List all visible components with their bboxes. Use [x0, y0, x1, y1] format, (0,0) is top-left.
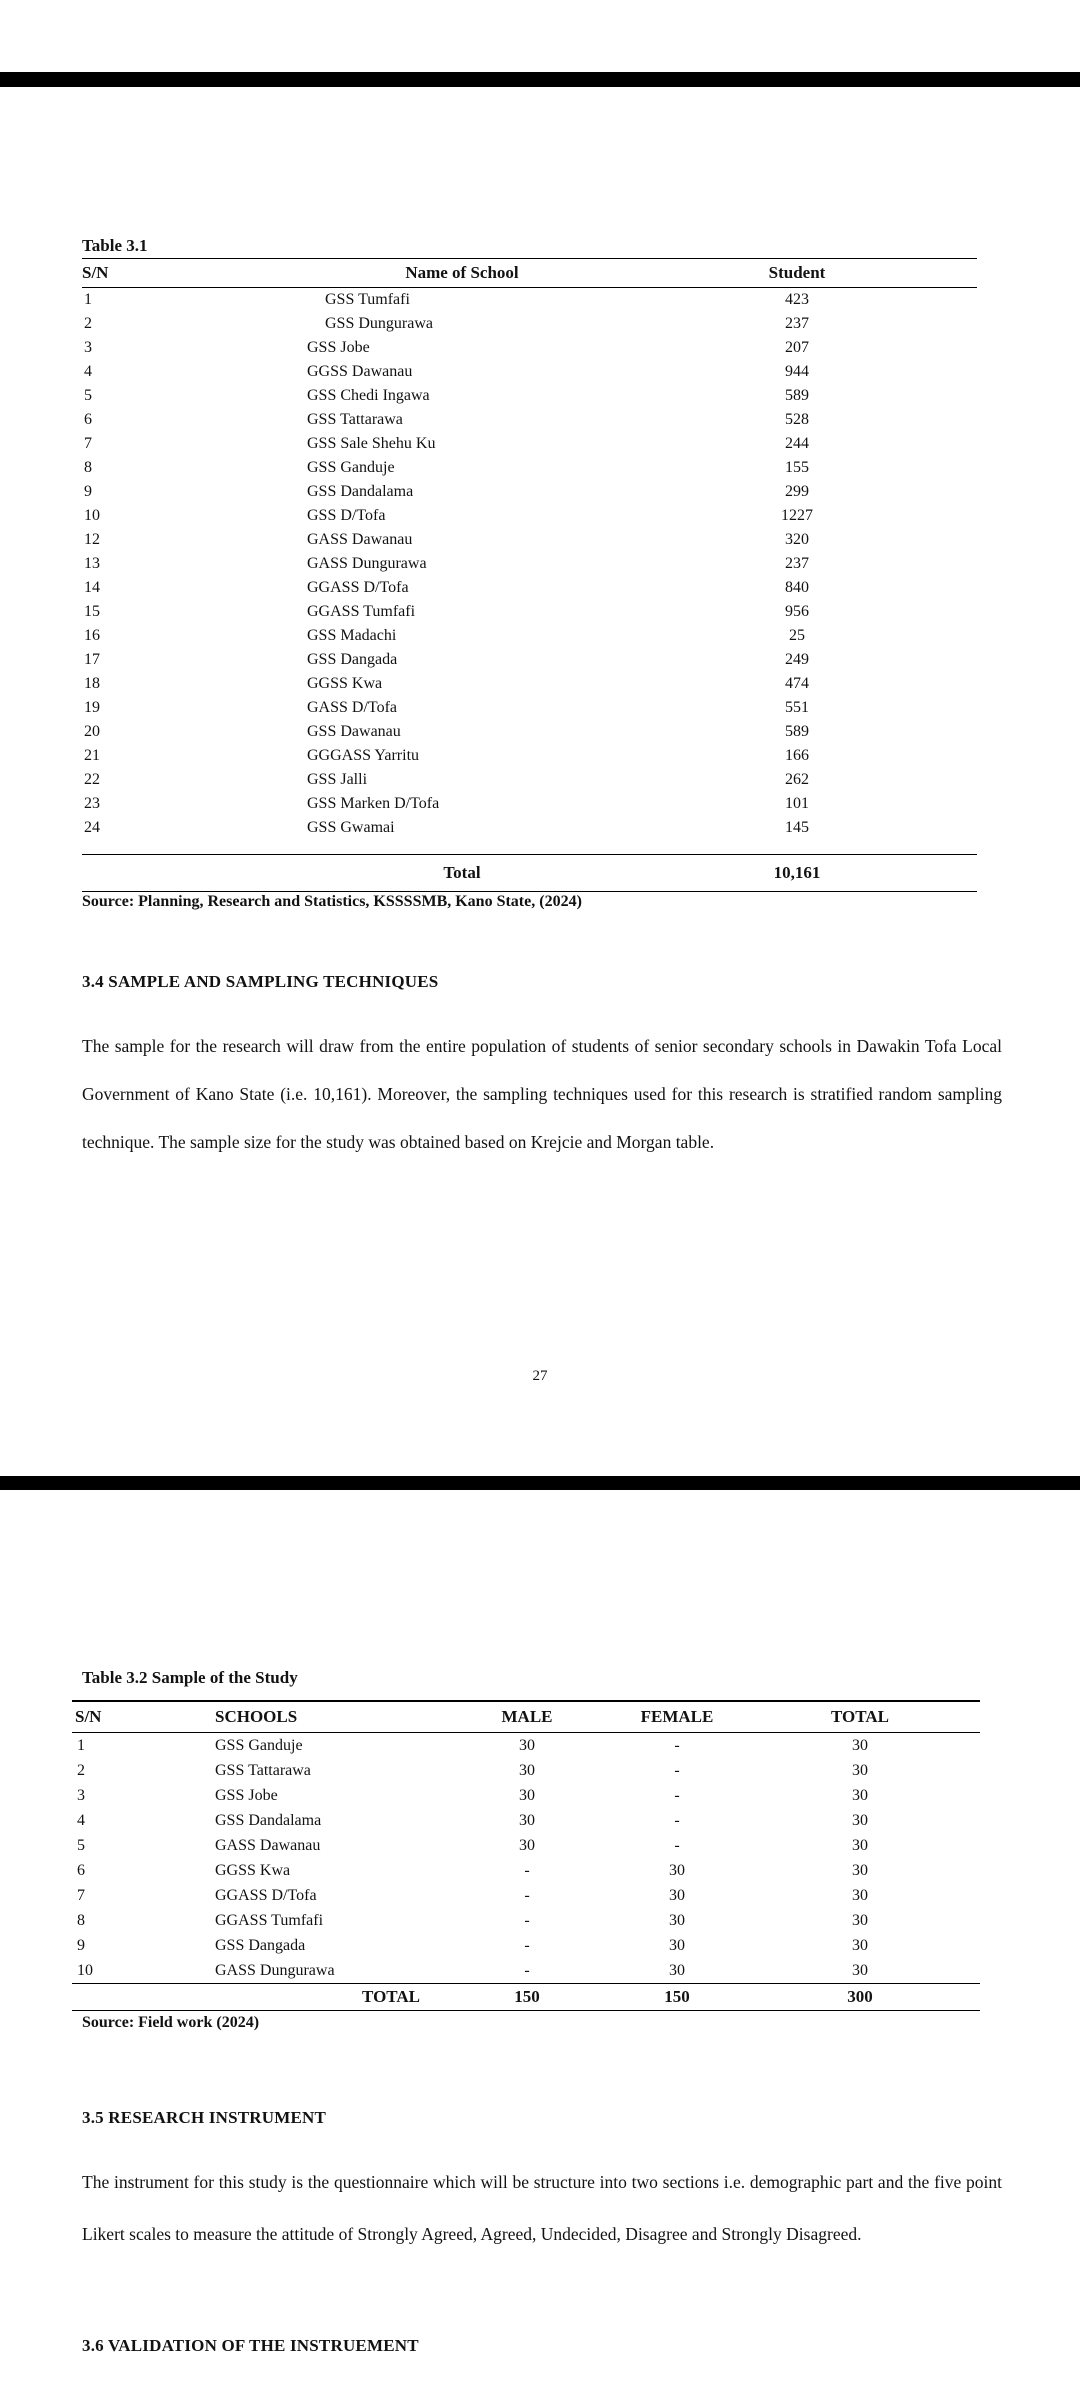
cell-sn: 16: [84, 627, 100, 644]
cell-sn: 15: [84, 603, 100, 620]
cell-student-count: 262: [785, 771, 809, 788]
cell-school: GSS Tattarawa: [215, 1761, 311, 1779]
cell-sn: 3: [84, 339, 92, 356]
cell-student-count: 528: [785, 411, 809, 428]
cell-sn: 13: [84, 555, 100, 572]
cell-sn: 23: [84, 795, 100, 812]
cell-male: 30: [519, 1836, 535, 1854]
cell-female: 30: [669, 1936, 685, 1954]
cell-sn: 8: [77, 1911, 85, 1929]
table-row: [82, 600, 977, 624]
table-row: [82, 720, 977, 744]
cell-sn: 7: [84, 435, 92, 452]
cell-school-name: GSS Gwamai: [307, 819, 395, 836]
total-label: Total: [307, 855, 617, 892]
table-row: [82, 504, 977, 528]
table-3-2-total-row: [72, 1984, 980, 2011]
cell-sn: 6: [77, 1861, 85, 1879]
cell-student-count: 944: [785, 363, 809, 380]
cell-sn: 1: [77, 1736, 85, 1754]
cell-school: GSS Dangada: [215, 1936, 306, 1954]
cell-school-name: GASS Dawanau: [307, 531, 413, 548]
cell-sn: 8: [84, 459, 92, 476]
cell-sn: 14: [84, 579, 100, 596]
table-row: [72, 1858, 980, 1883]
table-row: [82, 360, 977, 384]
cell-male: -: [524, 1861, 530, 1879]
table-3-2-header-row: [72, 1701, 980, 1733]
cell-school-name: GSS Ganduje: [307, 459, 395, 476]
cell-school: GSS Dandalama: [215, 1811, 322, 1829]
table-row: [82, 672, 977, 696]
cell-school-name: GSS D/Tofa: [307, 507, 386, 524]
page-break-bar-top: [0, 72, 1080, 87]
cell-student-count: 244: [785, 435, 809, 452]
cell-student-count: 249: [785, 651, 809, 668]
cell-total: 30: [852, 1961, 868, 1979]
table-3-2-title: Table 3.2 Sample of the Study: [82, 1668, 298, 1687]
cell-student-count: 101: [785, 795, 809, 812]
table-row: [82, 312, 977, 336]
table-row: [82, 384, 977, 408]
column-header-total: TOTAL: [740, 1701, 980, 1733]
table-row: [82, 576, 977, 600]
column-header-sn: S/N: [72, 1701, 212, 1733]
table-row: [72, 1958, 980, 1984]
cell-school: GASS Dungurawa: [215, 1961, 335, 1979]
table-row: [82, 528, 977, 552]
cell-sn: 9: [77, 1936, 85, 1954]
cell-sn: 21: [84, 747, 100, 764]
page-break-bar-middle: [0, 1476, 1080, 1490]
cell-sn: 22: [84, 771, 100, 788]
cell-school-name: GGSS Dawanau: [307, 363, 413, 380]
cell-male: -: [524, 1886, 530, 1904]
cell-school: GGSS Kwa: [215, 1861, 291, 1879]
cell-student-count: 166: [785, 747, 809, 764]
table-row: [72, 1758, 980, 1783]
cell-male: 30: [519, 1811, 535, 1829]
cell-female: 30: [669, 1911, 685, 1929]
cell-sn: 18: [84, 675, 100, 692]
section-heading-3-4: 3.4 SAMPLE AND SAMPLING TECHNIQUES: [82, 972, 439, 991]
cell-school-name: GSS Marken D/Tofa: [307, 795, 440, 812]
cell-school-name: GGASS D/Tofa: [307, 579, 409, 596]
table-row: [72, 1933, 980, 1958]
cell-school-name: GSS Jalli: [307, 771, 368, 788]
table-row: [82, 744, 977, 768]
cell-school-name: GSS Dandalama: [307, 483, 414, 500]
section-heading-3-6: 3.6 VALIDATION OF THE INSTRUEMENT: [82, 2336, 419, 2355]
table-row: [82, 768, 977, 792]
cell-school: GGASS D/Tofa: [215, 1886, 317, 1904]
cell-school-name: GSS Dungurawa: [325, 315, 433, 332]
cell-student-count: 299: [785, 483, 809, 500]
table-3-2-source: Source: Field work (2024): [82, 2014, 260, 2031]
cell-sn: 3: [77, 1786, 85, 1804]
cell-sn: 1: [84, 291, 92, 308]
cell-male: 30: [519, 1761, 535, 1779]
page-number: 27: [532, 1368, 548, 1384]
cell-total: 30: [852, 1936, 868, 1954]
cell-school-name: GSS Dangada: [307, 651, 398, 668]
total-label: TOTAL: [212, 1984, 440, 2011]
cell-male: -: [524, 1961, 530, 1979]
cell-sn: 6: [84, 411, 92, 428]
cell-student-count: 956: [785, 603, 809, 620]
table-row: [82, 624, 977, 648]
table-row: [82, 480, 977, 504]
table-row: [72, 1733, 980, 1759]
column-header-schools: SCHOOLS: [212, 1701, 440, 1733]
cell-student-count: 551: [785, 699, 809, 716]
cell-sn: 7: [77, 1886, 85, 1904]
cell-school-name: GSS Sale Shehu Ku: [307, 435, 436, 452]
table-3-2: [72, 1700, 980, 2011]
cell-total: 30: [852, 1736, 868, 1754]
cell-student-count: 145: [785, 819, 809, 836]
cell-school-name: GASS Dungurawa: [307, 555, 427, 572]
cell-school: GSS Jobe: [215, 1786, 278, 1804]
cell-sn: 20: [84, 723, 100, 740]
cell-sn: 2: [84, 315, 92, 332]
total-value: 10,161: [617, 855, 977, 892]
cell-sn: 17: [84, 651, 100, 668]
table-row: [82, 408, 977, 432]
cell-student-count: 423: [785, 291, 809, 308]
cell-male: -: [524, 1936, 530, 1954]
cell-school-name: GSS Madachi: [307, 627, 397, 644]
cell-student-count: 207: [785, 339, 809, 356]
table-row: [72, 1833, 980, 1858]
table-row: [82, 552, 977, 576]
cell-school-name: GGGASS Yarritu: [307, 747, 420, 764]
cell-student-count: 589: [785, 387, 809, 404]
cell-male: 30: [519, 1786, 535, 1804]
table-row: [82, 792, 977, 816]
cell-student-count: 840: [785, 579, 809, 596]
cell-total: 30: [852, 1786, 868, 1804]
total-total: 300: [740, 1984, 980, 2011]
cell-school-name: GSS Dawanau: [307, 723, 401, 740]
cell-female: -: [674, 1736, 680, 1754]
table-row: [82, 288, 977, 313]
table-row: [72, 1883, 980, 1908]
cell-male: 30: [519, 1736, 535, 1754]
table-3-1: [82, 258, 977, 892]
table-row: [72, 1783, 980, 1808]
paragraph-sample-techniques: The sample for the research will draw from the entire population of students of senior secondary schools in Dawakin Tofa Local Government of Kano State (i.e. 10,161). Moreover, the sampling techniques used for this research is stratified random sampling technique. The sample size for the study was obtained based on Krejcie and Morgan table.: [82, 1036, 1002, 1152]
table-row: [82, 696, 977, 720]
cell-male: -: [524, 1911, 530, 1929]
table-3-1-total-row: [82, 855, 977, 892]
table-3-1-title: Table 3.1: [82, 236, 148, 255]
total-female: 150: [614, 1984, 740, 2011]
cell-school-name: GSS Tumfafi: [325, 291, 410, 308]
cell-sn: 4: [77, 1811, 85, 1829]
cell-female: -: [674, 1811, 680, 1829]
cell-student-count: 237: [785, 315, 809, 332]
cell-female: 30: [669, 1861, 685, 1879]
cell-school: GSS Ganduje: [215, 1736, 303, 1754]
cell-student-count: 1227: [781, 507, 813, 524]
table-row: [82, 336, 977, 360]
table-row: [72, 1808, 980, 1833]
cell-school-name: GSS Jobe: [307, 339, 370, 356]
cell-female: -: [674, 1836, 680, 1854]
cell-sn: 24: [84, 819, 100, 836]
cell-female: 30: [669, 1886, 685, 1904]
cell-school-name: GGSS Kwa: [307, 675, 383, 692]
cell-school: GGASS Tumfafi: [215, 1911, 324, 1929]
cell-total: 30: [852, 1761, 868, 1779]
cell-female: -: [674, 1786, 680, 1804]
cell-sn: 19: [84, 699, 100, 716]
table-row: [82, 816, 977, 855]
cell-total: 30: [852, 1861, 868, 1879]
cell-sn: 10: [84, 507, 100, 524]
cell-student-count: 237: [785, 555, 809, 572]
cell-student-count: 25: [789, 627, 805, 644]
column-header-student: Student: [617, 259, 977, 288]
cell-total: 30: [852, 1911, 868, 1929]
table-3-1-source: Source: Planning, Research and Statistics, KSSSSMB, Kano State, (2024): [82, 893, 582, 910]
table-row: [82, 456, 977, 480]
column-header-name-of-school: Name of School: [307, 259, 617, 288]
table-row: [82, 432, 977, 456]
column-header-male: MALE: [440, 1701, 614, 1733]
cell-total: 30: [852, 1886, 868, 1904]
cell-total: 30: [852, 1836, 868, 1854]
cell-sn: 5: [77, 1836, 85, 1854]
cell-female: 30: [669, 1961, 685, 1979]
cell-sn: 9: [84, 483, 92, 500]
cell-sn: 5: [84, 387, 92, 404]
cell-student-count: 155: [785, 459, 809, 476]
cell-school-name: GSS Tattarawa: [307, 411, 403, 428]
column-header-female: FEMALE: [614, 1701, 740, 1733]
cell-total: 30: [852, 1811, 868, 1829]
cell-school-name: GASS D/Tofa: [307, 699, 397, 716]
section-heading-3-5: 3.5 RESEARCH INSTRUMENT: [82, 2108, 327, 2127]
cell-sn: 10: [77, 1961, 93, 1979]
paragraph-research-instrument: The instrument for this study is the questionnaire which will be structure into two sections i.e. demographic part and the five point Likert scales to measure the attitude of Strongly Agreed, Agreed, Undecided, Disagree and Strongly Disagreed.: [82, 2172, 1002, 2244]
cell-female: -: [674, 1761, 680, 1779]
total-male: 150: [440, 1984, 614, 2011]
cell-sn: 12: [84, 531, 100, 548]
cell-school-name: GGASS Tumfafi: [307, 603, 416, 620]
cell-student-count: 474: [785, 675, 809, 692]
cell-sn: 4: [84, 363, 92, 380]
cell-student-count: 589: [785, 723, 809, 740]
cell-student-count: 320: [785, 531, 809, 548]
cell-school: GASS Dawanau: [215, 1836, 321, 1854]
column-header-sn: S/N: [82, 259, 307, 288]
table-row: [82, 648, 977, 672]
cell-sn: 2: [77, 1761, 85, 1779]
table-3-1-header-row: [82, 259, 977, 288]
cell-school-name: GSS Chedi Ingawa: [307, 387, 430, 404]
table-row: [72, 1908, 980, 1933]
